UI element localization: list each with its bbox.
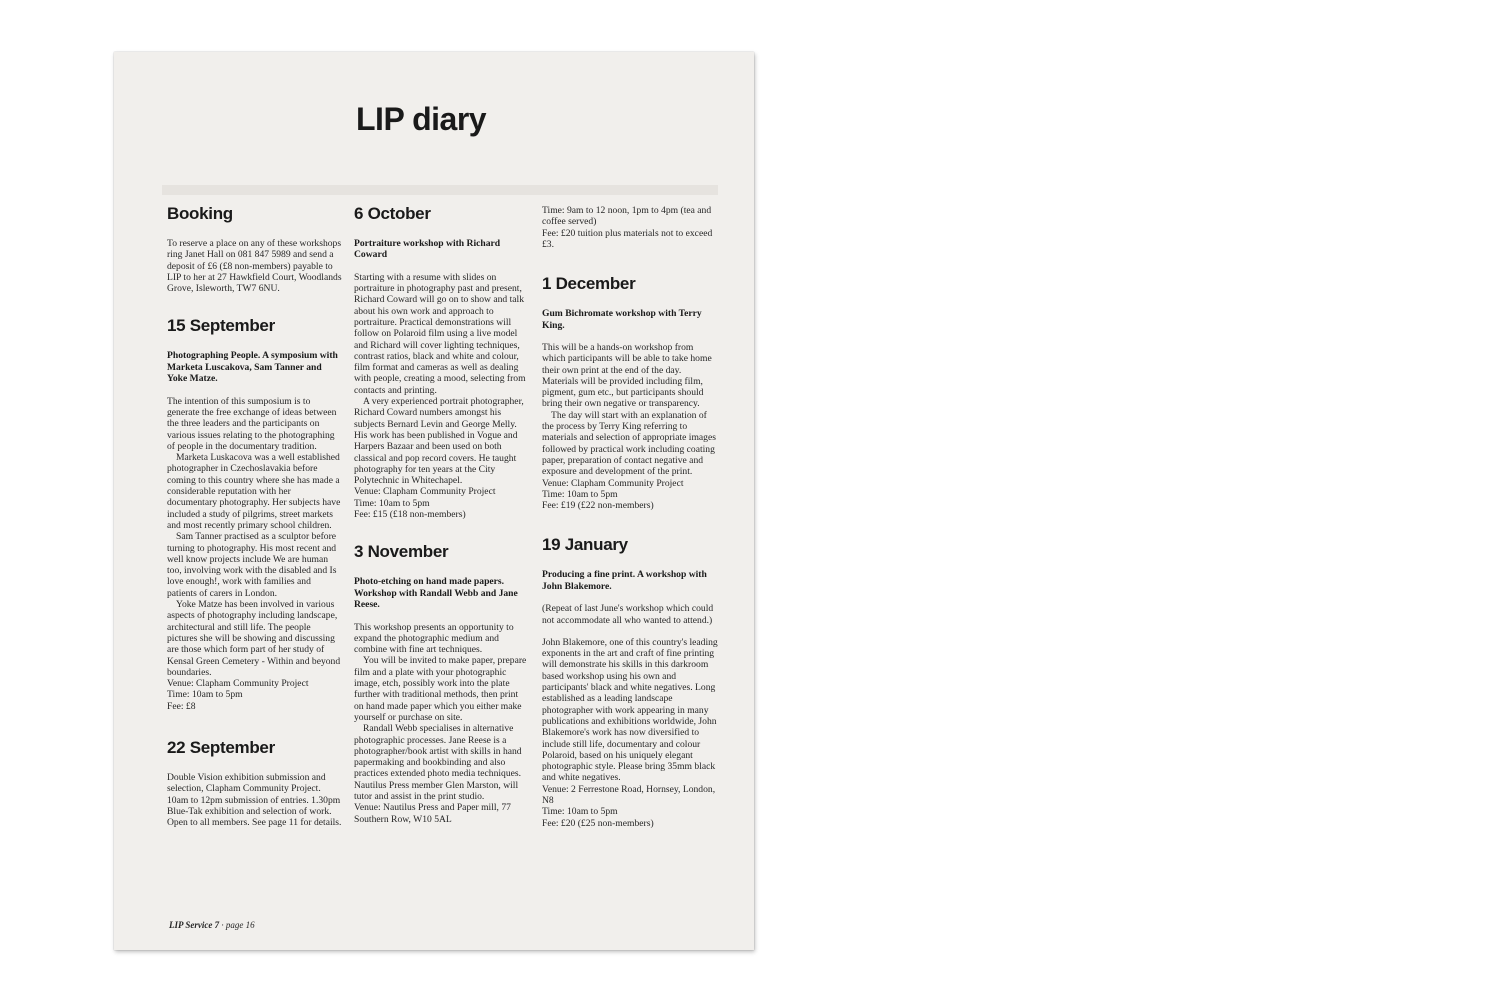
sep22-section [167,738,343,828]
dec1-subtitle: Gum Bichromate workshop with Terry King. [542,308,702,331]
sep15-venue: Venue: Clapham Community Project [167,678,309,690]
booking-text: To reserve a place on any of these workshops ring Janet Hall on 081 847 5989 and send a deposit of £6 (£8 non-members) payable to LIP to her at 27 Hawkfield Court, Woodlands Grove, Isleworth, TW7 6NU. [167,238,342,295]
column-3 [542,205,718,851]
nov3-fee: Fee: £20 tuition plus materials not to exceed £3. [542,227,713,250]
jan19-date: 19 January [542,535,628,555]
footer-publication: LIP Service [169,920,213,930]
dec1-time: Time: 10am to 5pm [542,488,618,500]
jan19-time: Time: 10am to 5pm [542,806,618,818]
nov3-time: Time: 9am to 12 noon, 1pm to 4pm (tea and coffee served) [542,205,712,228]
sep15-fee: Fee: £8 [167,700,196,712]
footer-issue: 7 [214,920,220,930]
sep22-date: 22 September [167,738,275,758]
oct6-time: Time: 10am to 5pm [354,497,430,509]
dec1-date: 1 December [542,274,636,294]
oct6-section [354,204,530,520]
oct6-date: 6 October [354,204,431,223]
jan19-section [542,535,718,828]
dec1-section [542,274,718,511]
show-through-bar [162,185,718,195]
oct6-paragraph: A very experienced portrait photographer, Richard Coward numbers amongst his subjects Bernard Levin and George Melly. His work has been published in Vogue and Harpers Bazaar and been used on both classical and pop record covers. He taught photography for ten years at the City Polytechnic in Whitechapel. [354,396,524,487]
magazine-page [114,52,754,950]
nov3-paragraph: You will be invited to make paper, prepare film and a plate with your photographic image, etch, possibly work into the plate further with traditional methods, then print on hand made paper which you either make yourself or purchase on site. [354,655,527,723]
sep15-subtitle: Photographing People. A symposium with Marketa Luscakova, Sam Tanner and Yoke Matze. [167,350,338,385]
sep15-date: 15 September [167,316,275,336]
sep15-section [167,316,343,712]
booking-heading: Booking [167,204,233,223]
nov3-date: 3 November [354,542,449,562]
booking-section [167,204,343,294]
page-title: LIP diary [356,101,487,137]
page-footer: LIP Service 7 · page 16 [169,920,255,930]
jan19-subtitle: Producing a fine print. A workshop with John Blakemore. [542,569,707,592]
nov3-section [354,542,530,825]
column-1 [167,204,343,851]
oct6-paragraph: Starting with a resume with slides on portraiture in photography past and present, Richard Coward will go on to show and talk about his own work and approach to portraiture. Practical demonstrations will follow on Polaroid film using a live model and Richard will cover lighting techniques, contrast ratios, black and white and colour, film format and cameras as well as dealing with people, creating a mood, selecting from contacts and printing. [354,271,526,396]
jan19-paragraph: John Blakemore, one of this country's leading exponents in the art and craft of fine printing will demonstrate his skills in this darkroom based workshop using his own and participants' black and white negatives. Long established as a leading landscape photographer with work appearing in many publications and exhibitions worldwide, John Blakemore's work has now diversified to include still life, documentary and colour Polaroid, based on his uniquely elegant photographic style. Please bring 35mm black and white negatives. [542,636,718,784]
jan19-note: (Repeat of last June's workshop which could not accommodate all who wanted to attend.) [542,603,714,626]
nov3-continued [542,205,718,250]
sep15-paragraph: Sam Tanner practised as a sculptor before turning to photography. His most recent and well know projects include We are human too, involving work with the disabled and Is love enough!, work with families and patients of carers in London. [167,531,337,599]
jan19-venue: Venue: 2 Ferrestone Road, Hornsey, London, N8 [542,783,716,807]
dec1-paragraph: This will be a hands-on workshop from which participants will be able to take home their own print at the end of the day. Materials will be provided including film, pigment, gum etc., but participants should bring their own negative or transparency. [542,342,712,410]
nov3-paragraph: Randall Webb specialises in alternative photographic processes. Jane Reese is a photographer/book artist with skills in hand papermaking and bookbinding and also practices extended photo media techniques. Nautilus Press member Glen Marston, will tutor and assist in the print studio. [354,723,522,803]
sep15-paragraph: Yoke Matze has been involved in various aspects of photography including landscape, architectural and still life. The people pictures she will be showing and discussing are those which form part of her study of Kensal Green Cemetery - Within and beyond boundaries. [167,599,341,678]
nov3-subtitle: Photo-etching on hand made papers. Workshop with Randall Webb and Jane Reese. [354,576,518,611]
sep22-text: Double Vision exhibition submission and selection, Clapham Community Project. 10am to 12pm submission of entries. 1.30pm Blue-Tak exhibition and selection of work. Open to all members. See page 11 for details. [167,772,342,829]
jan19-fee: Fee: £20 (£25 non-members) [542,817,654,829]
oct6-subtitle: Portraiture workshop with Richard Coward [354,238,501,261]
oct6-venue: Venue: Clapham Community Project [354,486,496,498]
dec1-venue: Venue: Clapham Community Project [542,477,684,489]
nov3-paragraph: This workshop presents an opportunity to expand the photographic medium and combine with fine art techniques. [354,621,514,656]
nov3-venue: Venue: Nautilus Press and Paper mill, 77 Southern Row, W10 5AL [354,802,511,825]
dec1-paragraph: The day will start with an explanation of the process by Terry King referring to materials and selection of appropriate images followed by practical work including coating paper, preparation of contact negative and exposure and development of the print. [542,409,716,478]
column-2 [354,204,530,847]
sep15-paragraph: Marketa Luskacova was a well established photographer in Czechoslavakia before coming to this country where she has made a considerable reputation with her documentary photography. Her subjects have included a study of pilgrims, street markets and most recently primary school children. [167,452,341,531]
sep15-time: Time: 10am to 5pm [167,689,243,701]
footer-page: page 16 [225,920,255,930]
sep15-paragraph: The intention of this sumposium is to generate the free exchange of ideas between the three leaders and the participants on various issues relating to the photographing of people in the documentary tradition. [167,395,337,452]
dec1-fee: Fee: £19 (£22 non-members) [542,500,654,512]
oct6-fee: Fee: £15 (£18 non-members) [354,509,466,521]
